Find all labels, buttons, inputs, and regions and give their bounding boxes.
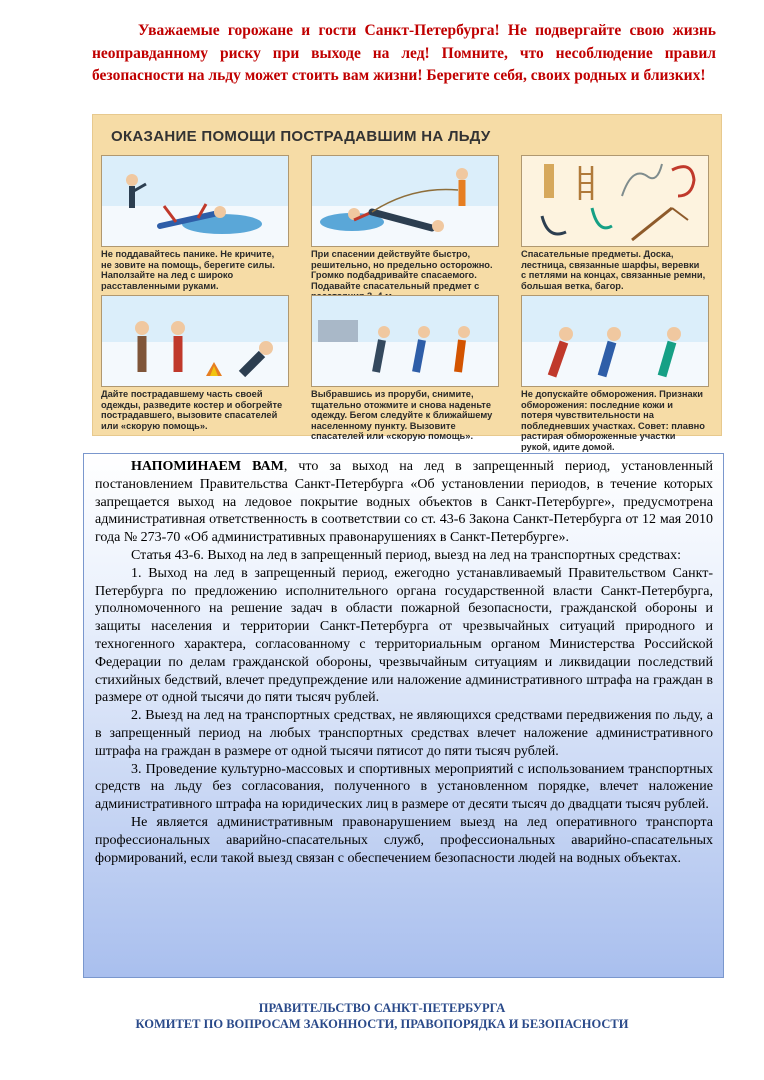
panel-caption: Не допускайте обморожения. Признаки обморожения: последние кожи и потеря чувствительности на побледневших участках. Совет: плавно растирая обмороженные участки рукой, идите домой. xyxy=(521,389,705,452)
article-item-2: 2. Выезд на лед на транспортных средствах, не являющихся средствами передвижения по льду, а в запрещенный период на любых транспортных средствах влечет наложение административного штрафа на граждан в размере от одной тысячи пятисот до пяти тысяч рублей. xyxy=(95,708,713,759)
crawling-on-ice-illustration xyxy=(101,155,289,247)
article-heading: Статья 43-6. Выход на лед в запрещенный период, выезд на лед на транспортных средствах: xyxy=(131,547,681,563)
poster-panel-5 xyxy=(311,295,497,442)
frostbite-illustration xyxy=(521,295,709,387)
poster-panel-2 xyxy=(311,155,497,302)
panel-caption: Спасательные предметы. Доска, лестница, связанные шарфы, веревки с петлями на концах, связанные ремни, большая ветка, багор. xyxy=(521,249,706,291)
panel-caption: Выбравшись из проруби, снимите, тщательно отожмите и снова наденьте одежду. Бегом следуйте к ближайшему населенному пункту. Вызовите спасателей или «скорую помощь». xyxy=(311,389,493,442)
footer-line-1: ПРАВИТЕЛЬСТВО САНКТ-ПЕТЕРБУРГА xyxy=(258,1001,506,1015)
notice-intro: НАПОМИНАЕМ ВАМ, что за выход на лед в запрещенный период, установленный постановлением Правительства Санкт-Петербурга «Об установлении периодов, в течение которых запрещается выход на ледовое покрытие водных объектов в Санкт-Петербурге», предусмотрена административная ответственность в соответствии со ст. 43-6 Закона Санкт-Петербурга от 12 мая 2010 года № 273-70 «Об административных правонарушениях в Санкт-Петербурге». xyxy=(95,459,714,546)
panel-caption: Дайте пострадавшему часть своей одежды, разведите костер и обогрейте пострадавшего, вызовите спасателей или «скорую помощь». xyxy=(101,389,283,431)
footer-line-2: КОМИТЕТ ПО ВОПРОСАМ ЗАКОННОСТИ, ПРАВОПОРЯДКА И БЕЗОПАСНОСТИ xyxy=(135,1017,629,1031)
running-to-shelter-illustration xyxy=(311,295,499,387)
poster-panel-3 xyxy=(521,155,707,291)
article-exception: Не является административным правонарушением выезд на лед оперативного транспорта профессиональных аварийно-спасательных служб, профессиональных аварийно-спасательных формирований, если такой выезд связан с обеспечением безопасности людей на водных объектах. xyxy=(95,814,713,866)
poster-panel-6 xyxy=(521,295,707,453)
ice-rescue-poster xyxy=(92,114,722,452)
notice-lead: НАПОМИНАЕМ ВАМ xyxy=(131,459,284,474)
poster-title: ОКАЗАНИЕ ПОМОЩИ ПОСТРАДАВШИМ НА ЛЬДУ xyxy=(111,128,491,145)
legal-notice-box xyxy=(83,453,724,978)
footer-signature xyxy=(0,1000,764,1032)
panel-caption: При спасении действуйте быстро, решительно, но предельно осторожно. Громко подбадривайте спасаемого. Подавайте спасательный предмет с xyxy=(311,249,493,291)
warming-by-fire-illustration xyxy=(101,295,289,387)
panel-caption: Не поддавайтесь панике. Не кричите, не зовите на помощь, берегите силы. Наползайте на лед с широко расставленными руками. xyxy=(101,249,275,291)
warning-header: Уважаемые горожане и гости Санкт-Петербурга! Не подвергайте свою жизнь неоправданному риску при выходе на лед! Помните, что несоблюдение правил безопасности на льду может стоить вам жизни! Берегите себя, своих родных и близких! xyxy=(92,22,716,84)
rescue-items-illustration xyxy=(521,155,709,247)
article-item-1: 1. Выход на лед в запрещенный период, ежегодно устанавливаемый Правительством Санкт-Петербурга по предложению исполнительного органа государственной власти Санкт-Петербурга, уполномоченного на решение задач в области пожарной безопасности, гражданской обороны и защиты населения и территории Санкт-Петербурга от чрезвычайных ситуаций природного и техногенного характера, согласованному с территориальным органом Министерства Российской Федерации по делам гражданской обороны, чрезвычайным ситуациям и ликвидации последствий стихийных бедствий, влечет предупреждение или наложение административного штрафа на граждан в размере от одной тысячи до пяти тысяч рублей. xyxy=(95,565,713,706)
rescue-with-rope-illustration xyxy=(311,155,499,247)
poster-panel-4 xyxy=(101,295,287,431)
poster-panel-1 xyxy=(101,155,287,291)
article-item-3: 3. Проведение культурно-массовых и спортивных мероприятий с использованием транспортных средств на льду без согласования, полученного в установленном порядке, влечет наложение административного штрафа на юридических лиц в размере от десяти тысяч до двадцати тысяч рублей. xyxy=(95,761,713,813)
